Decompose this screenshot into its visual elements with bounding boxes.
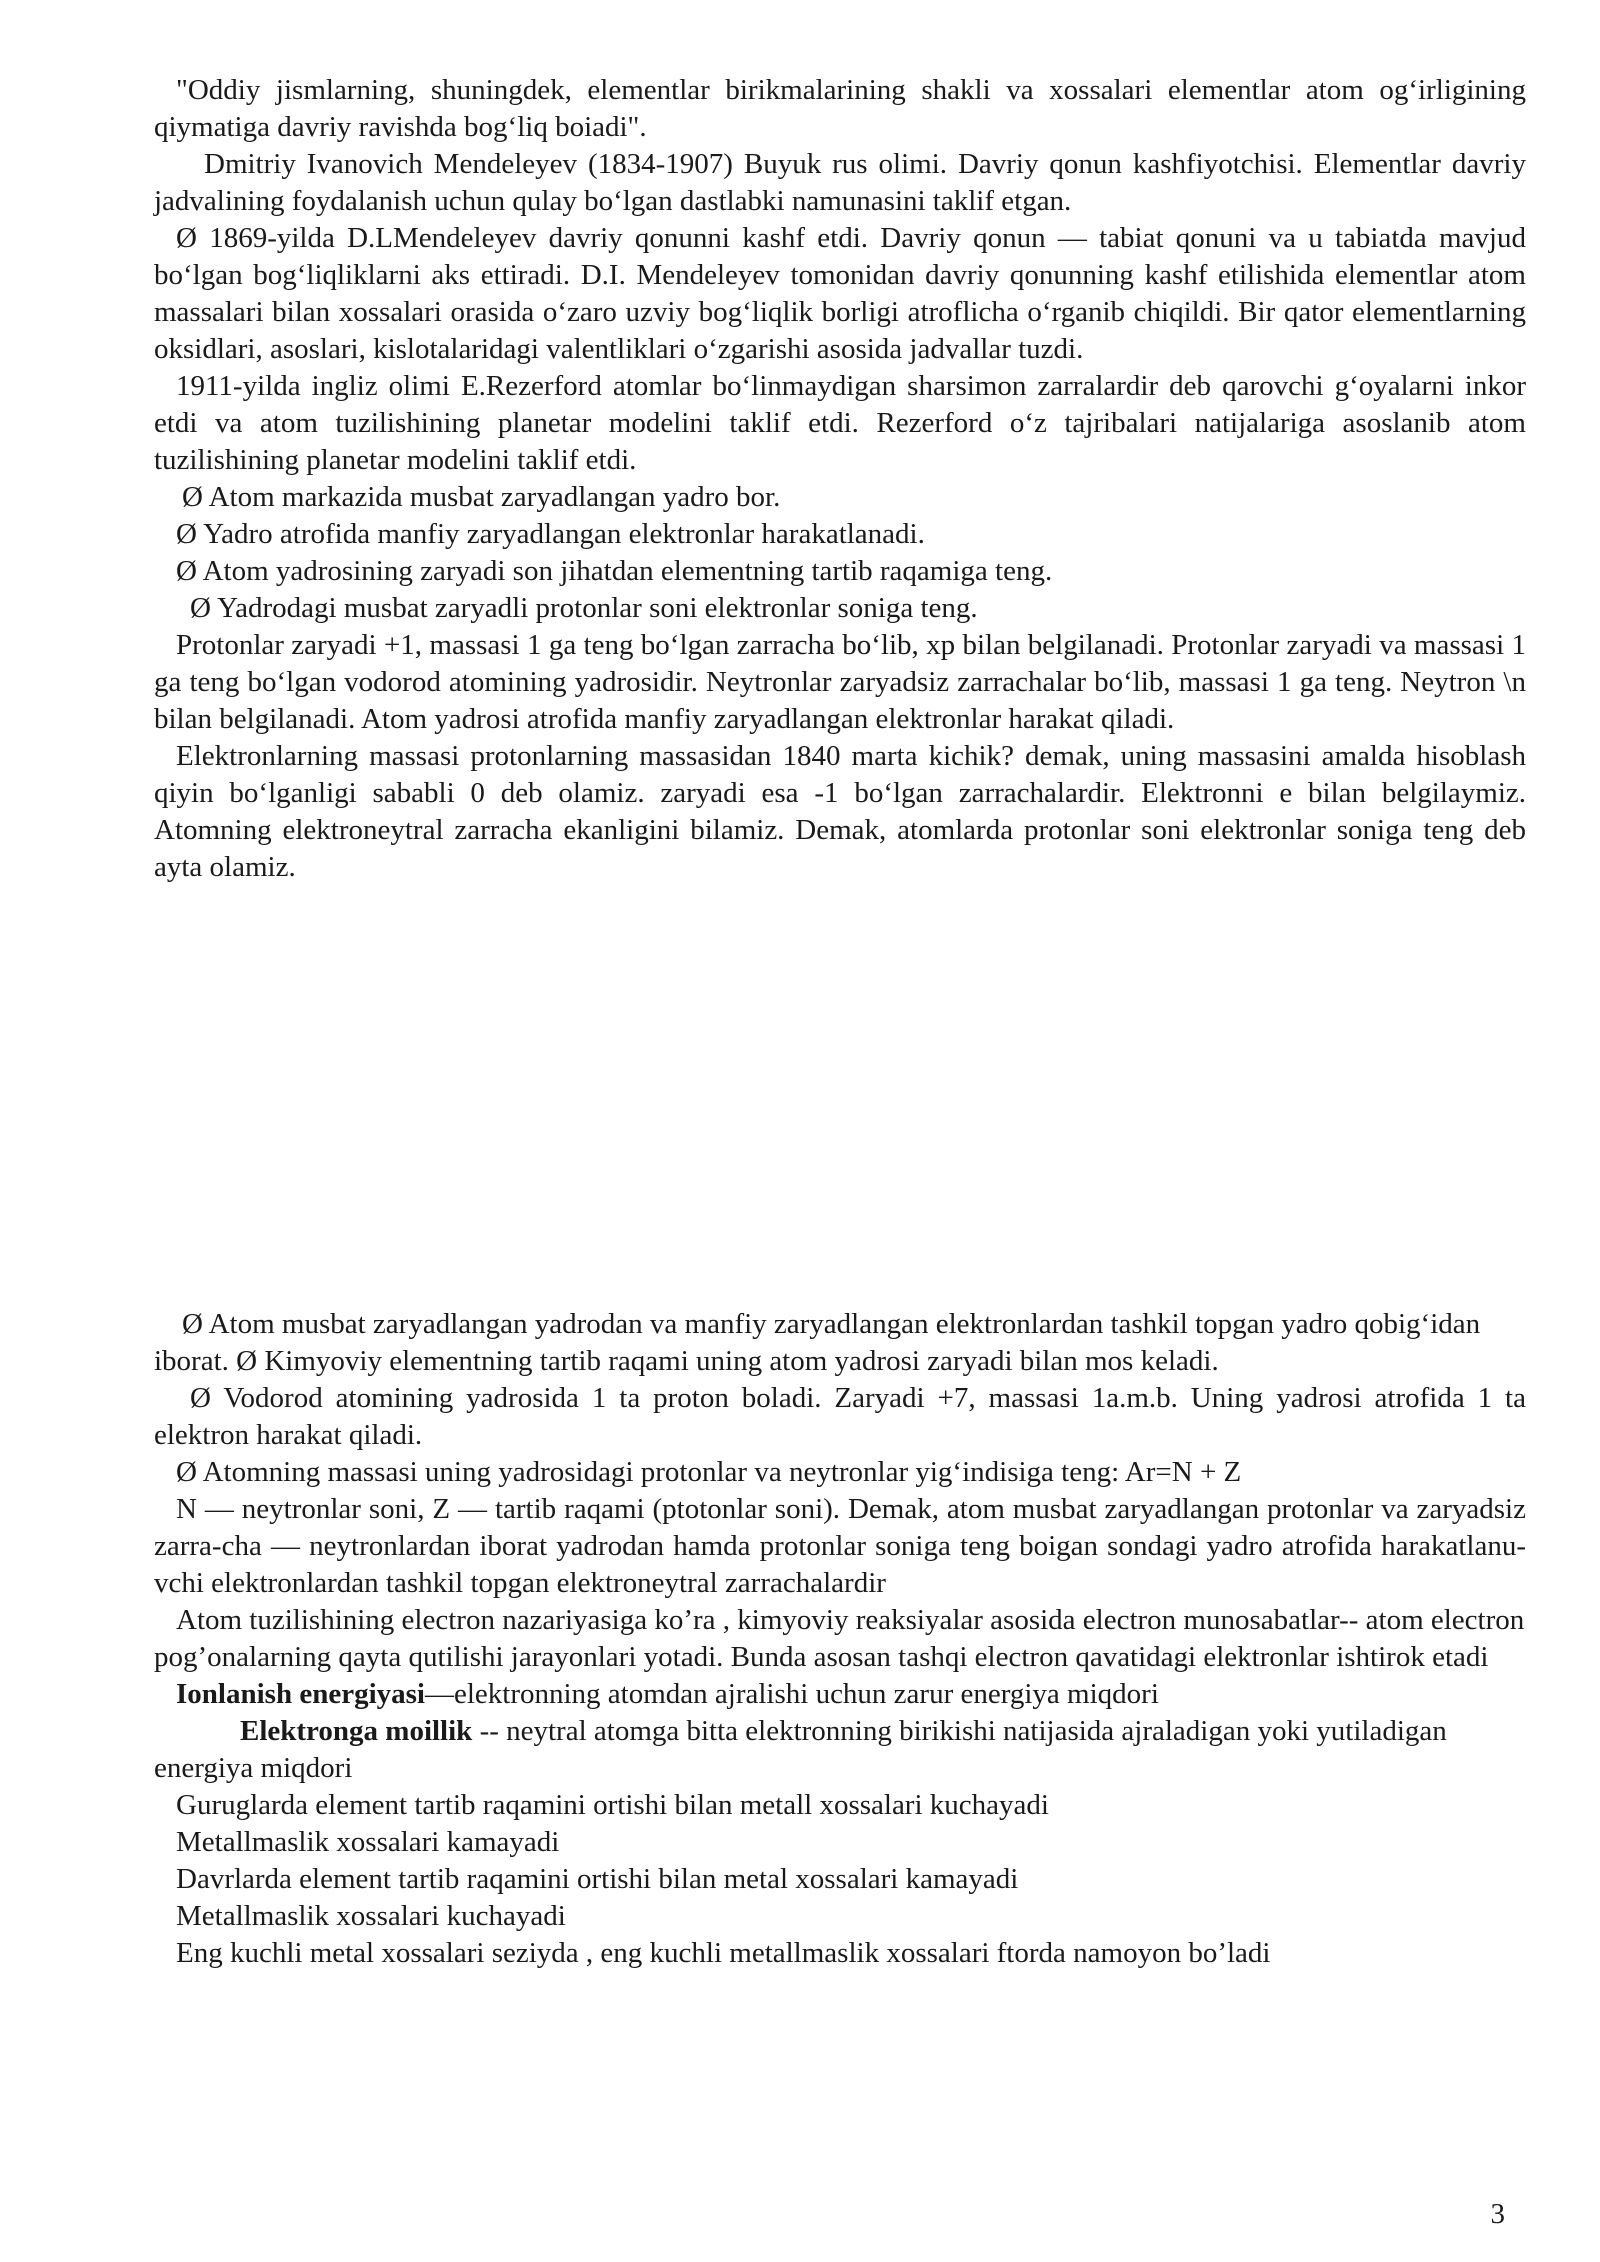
definition-ionization-energy: —elektronning atomdan ajralishi uchun zarur energiya miqdori: [424, 1678, 1159, 1710]
paragraph-rutherford: 1911-yilda ingliz olimi E.Rezerford atomlar bo‘linmaydigan sharsimon zarralardir deb qarovchi g‘oyalarni inkor etdi va atom tuzilishining planetar modelini taklif etdi. Rezerford o‘z tajribalari natijalariga asoslanib atom tuzilishining planetar modelini taklif etdi.: [154, 370, 1526, 476]
paragraph-1869: Ø 1869-yilda D.LMendeleyev davriy qonunni kashf etdi. Davriy qonun — tabiat qonuni va u tabiatda mavjud bo‘lgan bog‘liqliklarni aks ettiradi. D.I. Mendeleyev tomonidan davriy qonunning kashf etilishida elementlar atom massalari bilan xossalari orasida o‘zaro uzviy bog‘liqlik borligi atroflicha o‘rganib chiqildi. Bir qator elementlarning oksidlari, asoslari, kislotalaridagi valentliklari o‘zgarishi asosida jadvallar tuzdi.: [154, 222, 1526, 365]
term-electron-affinity: Elektronga moillik: [240, 1715, 473, 1747]
paragraph-strongest: Eng kuchli metal xossalari seziyda , eng kuchli metallmaslik xossalari ftorda namoyon bo’ladi: [176, 1937, 1271, 1969]
definition-electron-affinity: -- neytral atomga bitta elektronning birikishi natijasida ajraladigan yoki yutiladigan energiya miqdori: [154, 1715, 1447, 1784]
paragraph-protons-neutrons: Protonlar zaryadi +1, massasi 1 ga teng bo‘lgan zarracha bo‘lib, xp bilan belgilanadi. Protonlar zaryadi va massasi 1 ga teng bo‘lgan vodorod atomining yadrosidir. Neytronlar zaryadsiz zarrachalar bo‘lib, massasi 1 ga teng. Neytron \n bilan belgilanadi. Atom yadrosi atrofida manfiy zaryadlangan elektronlar harakat qiladi.: [154, 629, 1526, 735]
paragraph-ionization-energy: [154, 1676, 1526, 1713]
term-ionization-energy: Ionlanish energiyasi: [176, 1678, 425, 1710]
text-section-top: [154, 72, 1526, 886]
paragraph-atomic-mass: Ø Atomning massasi uning yadrosidagi protonlar va neytronlar yig‘indisiga teng: Ar=N + Z: [176, 1456, 1242, 1488]
line-groups-metal: Guruglarda element tartib raqamini ortishi bilan metall xossalari kuchayadi: [176, 1789, 1049, 1821]
paragraph-electron-affinity: [154, 1713, 1526, 1787]
line-periods-nonmetal: Metallmaslik xossalari kuchayadi: [176, 1900, 566, 1932]
paragraph-neutrons-formula: N — neytronlar soni, Z — tartib raqami (ptotonlar soni). Demak, atom musbat zaryadlangan protonlar va zaryadsiz zarra-cha — neytronlardan iborat yadrodan hamda protonlar soniga teng boigan sondagi yadro atrofida harakatlanu-vchi elektronlardan tashkil topgan elektroneytral zarrachalardir: [154, 1493, 1526, 1599]
bullet-electrons: Ø Yadro atrofida manfiy zaryadlangan elektronlar harakatlanadi.: [176, 518, 925, 550]
bullet-nucleus: Ø Atom markazida musbat zaryadlangan yadro bor.: [182, 481, 781, 513]
bullet-protons: Ø Yadrodagi musbat zaryadli protonlar soni elektronlar soniga teng.: [190, 592, 978, 624]
text-section-bottom: [154, 1306, 1526, 1972]
paragraph-atom-structure: Ø Atom musbat zaryadlangan yadrodan va manfiy zaryadlangan elektronlardan tashkil topgan yadro qobig‘idan iborat. Ø Kimyoviy elementning tartib raqami uning atom yadrosi zaryadi bilan mos keladi.: [154, 1308, 1481, 1377]
paragraph-electron-theory: Atom tuzilishining electron nazariyasiga ko’ra , kimyoviy reaksiyalar asosida electron munosabatlar-- atom electron pog’onalarning qayta qutilishi jarayonlari yotadi. Bunda asosan tashqi electron qavatidagi elektronlar ishtirok etadi: [154, 1604, 1525, 1673]
bullet-nuclear-charge: Ø Atom yadrosining zaryadi son jihatdan elementning tartib raqamiga teng.: [176, 555, 1053, 587]
paragraph-periodic-law-quote: "Oddiy jismlarning, shuningdek, elementlar birikmalarining shakli va xossalari elementlar atom og‘irligining qiymatiga davriy ravishda bog‘liq boiadi".: [154, 74, 1526, 143]
page-number: 3: [1490, 2198, 1505, 2230]
paragraph-mendeleyev: Dmitriy Ivanovich Mendeleyev (1834-1907) Buyuk rus olimi. Davriy qonun kashfiyotchisi. Elementlar davriy jadvalining foydalanish uchun qulay bo‘lgan dastlabki namunasini taklif etgan.: [154, 148, 1526, 217]
line-periods-metal: Davrlarda element tartib raqamini ortishi bilan metal xossalari kamayadi: [176, 1863, 1019, 1895]
paragraph-hydrogen: Ø Vodorod atomining yadrosida 1 ta proton boladi. Zaryadi +7, massasi 1a.m.b. Uning yadrosi atrofida 1 ta elektron harakat qiladi.: [154, 1382, 1526, 1451]
line-groups-nonmetal: Metallmaslik xossalari kamayadi: [176, 1826, 560, 1858]
paragraph-electron-mass: Elektronlarning massasi protonlarning massasidan 1840 marta kichik? demak, uning massasini amalda hisoblash qiyin bo‘lganligi sababli 0 deb olamiz. zaryadi esa -1 bo‘lgan zarrachalardir. Elektronni e bilan belgilaymiz. Atomning elektroneytral zarracha ekanligini bilamiz. Demak, atomlarda protonlar soni elektronlar soniga teng deb ayta olamiz.: [154, 740, 1526, 883]
